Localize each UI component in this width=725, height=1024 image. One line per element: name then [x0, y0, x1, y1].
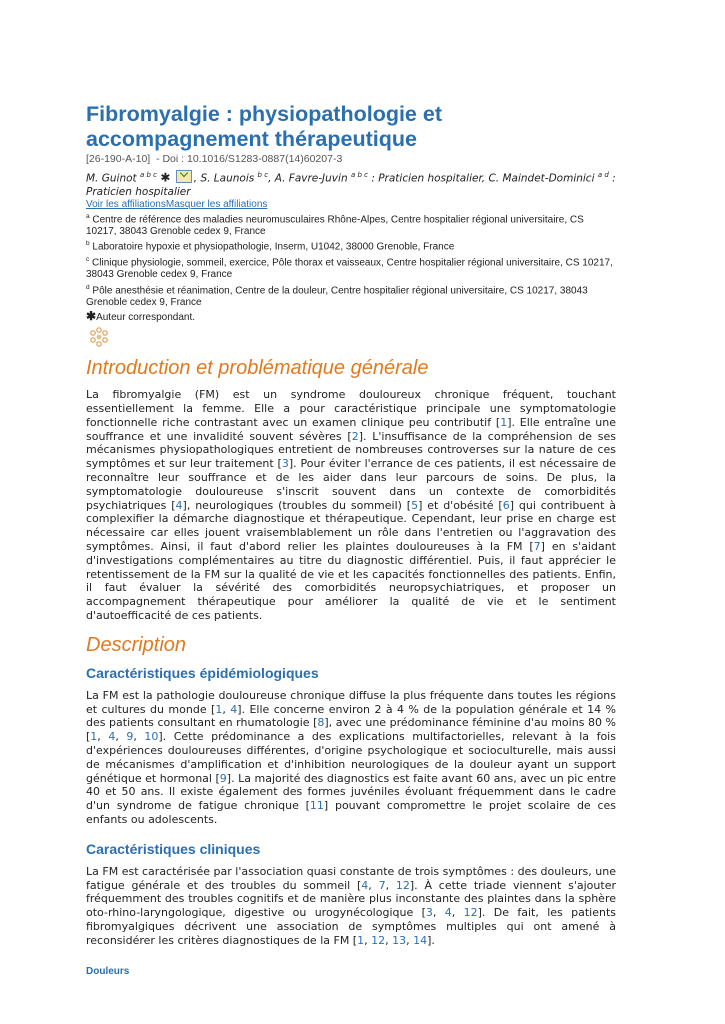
affiliation-item [86, 282, 616, 310]
citation-link[interactable]: 11 [309, 799, 324, 813]
citation-link[interactable]: 3 [425, 906, 433, 920]
affiliations-toggle[interactable] [86, 199, 616, 211]
citation-link[interactable]: 12 [463, 906, 478, 920]
corresponding-text: Auteur correspondant. [96, 312, 196, 324]
author-name[interactable]: , A. Favre-Juvin [268, 172, 348, 185]
affiliation-item [86, 238, 616, 254]
affiliation-sup: a [86, 212, 90, 220]
citation-link[interactable]: 2 [351, 429, 359, 443]
affiliation-sup: c [86, 255, 90, 263]
citation-link[interactable]: 14 [413, 933, 428, 947]
asterisk-icon: ✱ [86, 309, 97, 324]
citation-link[interactable]: 9 [126, 730, 134, 744]
citation-link[interactable]: 12 [371, 933, 386, 947]
asterisk-icon: ✱ [160, 170, 171, 185]
clinical-paragraph: La FM est caractérisée par l'association quasi constante de trois symptômes : des douleurs, une fatigue générale et des troubles du sommeil [4, 7, 12]. À cette triade viennent s'ajouter fréquemment des troubles cognitifs et de manière plus inconstante des plaintes dans la sphère oto-rhino-laryngologique, digestive ou urogynécologique [3, 4, 12]. De fait, les patients fibromyalgiques décrivent une association de symptômes multiples qui ont amené à reconsidérer les critères diagnostiques de la FM [1, 12, 13, 14]. [86, 864, 616, 947]
epidemiology-paragraph: La FM est la pathologie douloureuse chronique diffuse la plus fréquente dans toutes les régions et cultures du monde [1, 4]. Elle concerne environ 2 à 4 % de la population générale et 14 % des patients consultant en rhumatologie [8], avec une prédominance féminine d'au moins 80 % [1, 4, 9, 10]. Cette prédominance a des explications multifactorielles, relevant à la fois d'expériences douloureuses différentes, d'origine psychologique et socioculturelle, mais aussi de mécanismes d'amplification et d'inhibition neurologiques de la douleur ayant un support génétique et hormonal [9]. La majorité des diagnostics est faite avant 60 ans, avec un pic entre 40 et 50 ans. Il existe également des formes juvéniles évoluant fréquemment dans le cadre d'un syndrome de fatigue chronique [11] pouvant compromettre le projet scolaire de ces enfants ou adolescents. [86, 688, 616, 826]
article [86, 102, 616, 978]
citation-link[interactable]: 1 [215, 702, 223, 716]
corresponding-author-note [86, 310, 616, 324]
affiliation-sup: d [86, 283, 90, 291]
doi: - Doi : 10.1016/S1283-0887(14)60207-3 [156, 153, 343, 165]
author-sup: a b c [350, 171, 368, 179]
section-heading-description: Description [86, 633, 187, 656]
ref-code: [26-190-A-10] [86, 153, 151, 165]
citation-link[interactable]: 3 [281, 457, 289, 471]
author-name[interactable]: M. Guinot [86, 172, 137, 185]
author-sup: a b c [139, 171, 158, 179]
citation-link[interactable]: 12 [395, 878, 410, 892]
author-list [86, 169, 616, 199]
affiliation-item [86, 211, 616, 239]
email-icon[interactable] [176, 170, 192, 183]
citation-link[interactable]: 1 [90, 730, 98, 744]
article-reference [86, 153, 616, 166]
citation-link[interactable]: 1 [357, 933, 365, 947]
affiliation-text: Centre de référence des maladies neuromusculaires Rhône-Alpes, Centre hospitalier régional universitaire, CS 10217, 38043 Grenoble cedex 9, France [86, 213, 584, 238]
citation-link[interactable]: 4 [175, 498, 183, 512]
citation-link[interactable]: 13 [392, 933, 407, 947]
affiliation-text: Clinique physiologie, sommeil, exercice, Pôle thorax et vaisseaux, Centre hospitalier régional universitaire, CS 10217, 38043 Grenoble cedex 9, France [86, 257, 613, 281]
citation-link[interactable]: 9 [219, 771, 227, 785]
citation-link[interactable]: 4 [444, 906, 452, 920]
citation-link[interactable]: 5 [411, 498, 419, 512]
author-sup: b c [257, 171, 269, 179]
citation-link[interactable]: 7 [533, 540, 541, 553]
affiliation-item [86, 254, 616, 282]
introduction-paragraph: La fibromyalgie (FM) est un syndrome douloureux chronique fréquent, touchant essentiellement la femme. Elle a pour caractéristique principale une symptomatologie fonctionnelle riche contrastant avec un examen clinique peu contributif [1]. Elle entraîne une souffrance et une invalidité souvent sévères [2]. L'insuffisance de la compréhension de ses mécanismes physiopathologiques entretient de nombreuses controverses sur la nature de ces symptômes et sur leur traitement [3]. Pour éviter l'errance de ces patients, il est nécessaire de reconnaître leur souffrance et de les aider dans leur parcours de soins. De plus, la symptomatologie douloureuse s'inscrit souvent dans un contexte de comorbidités psychiatriques [4], neurologiques (troubles du sommeil) [5] et d'obésité [6] qui contribuent à complexifier la démarche diagnostique et thérapeutique. Cependant, leur prise en charge est nécessaire car elles jouent vraisemblablement un rôle dans l'entretien ou l'aggravation des symptômes. Ainsi, il faut d'abord relier les plaintes douloureuses à la FM [7] en s'aidant d'investigations complémentaires au titre du diagnostic différentiel. Puis, il faut apprécier le retentissement de la FM sur la qualité de vie et les capacités fonctionnelles des patients. Enfin, il faut évaluer la sévérité des comorbidités neuropsychiatriques, et proposer un accompagnement thérapeutique pour améliorer la qualité de vie et le sentiment d'autoefficacité de ces patients. [86, 388, 617, 622]
citation-link[interactable]: 7 [378, 878, 386, 892]
citation-link[interactable]: 4 [361, 878, 369, 892]
section-heading-introduction: Introduction et problématique générale [86, 357, 429, 380]
subsection-heading-pain: Douleurs [86, 965, 130, 977]
subsection-heading-epidemiology: Caractéristiques épidémiologiques [86, 664, 319, 681]
ornament-icon [88, 326, 110, 348]
citation-link[interactable]: 10 [144, 730, 159, 744]
affiliation-sup: b [86, 240, 90, 248]
article-title: Fibromyalgie : physiopathologie et accompagnement thérapeutique [86, 102, 442, 151]
citation-link[interactable]: 6 [502, 498, 510, 512]
subsection-heading-clinical: Caractéristiques cliniques [86, 840, 261, 857]
affiliation-text: Laboratoire hypoxie et physiopathologie, Inserm, U1042, 38000 Grenoble, France [89, 241, 455, 253]
citation-link[interactable]: 4 [108, 730, 116, 744]
author-sup: a d [597, 171, 609, 179]
author-name[interactable]: , S. Launois [193, 172, 255, 185]
author-role: : Praticien hospitalier, C. Maindet-Dominici [368, 172, 595, 185]
affiliation-text: Pôle anesthésie et réanimation, Centre de la douleur, Centre hospitalier régional universitaire, CS 10217, 38043 Grenoble cedex 9, France [86, 284, 588, 309]
hide-affiliations-link[interactable]: Masquer les affiliations [165, 198, 268, 210]
citation-link[interactable]: 4 [230, 702, 238, 716]
citation-link[interactable]: 1 [500, 415, 508, 429]
author-role: : Praticien hospitalier [86, 172, 616, 198]
citation-link[interactable]: 8 [317, 716, 325, 730]
show-affiliations-link[interactable]: Voir les affiliations [86, 198, 166, 210]
